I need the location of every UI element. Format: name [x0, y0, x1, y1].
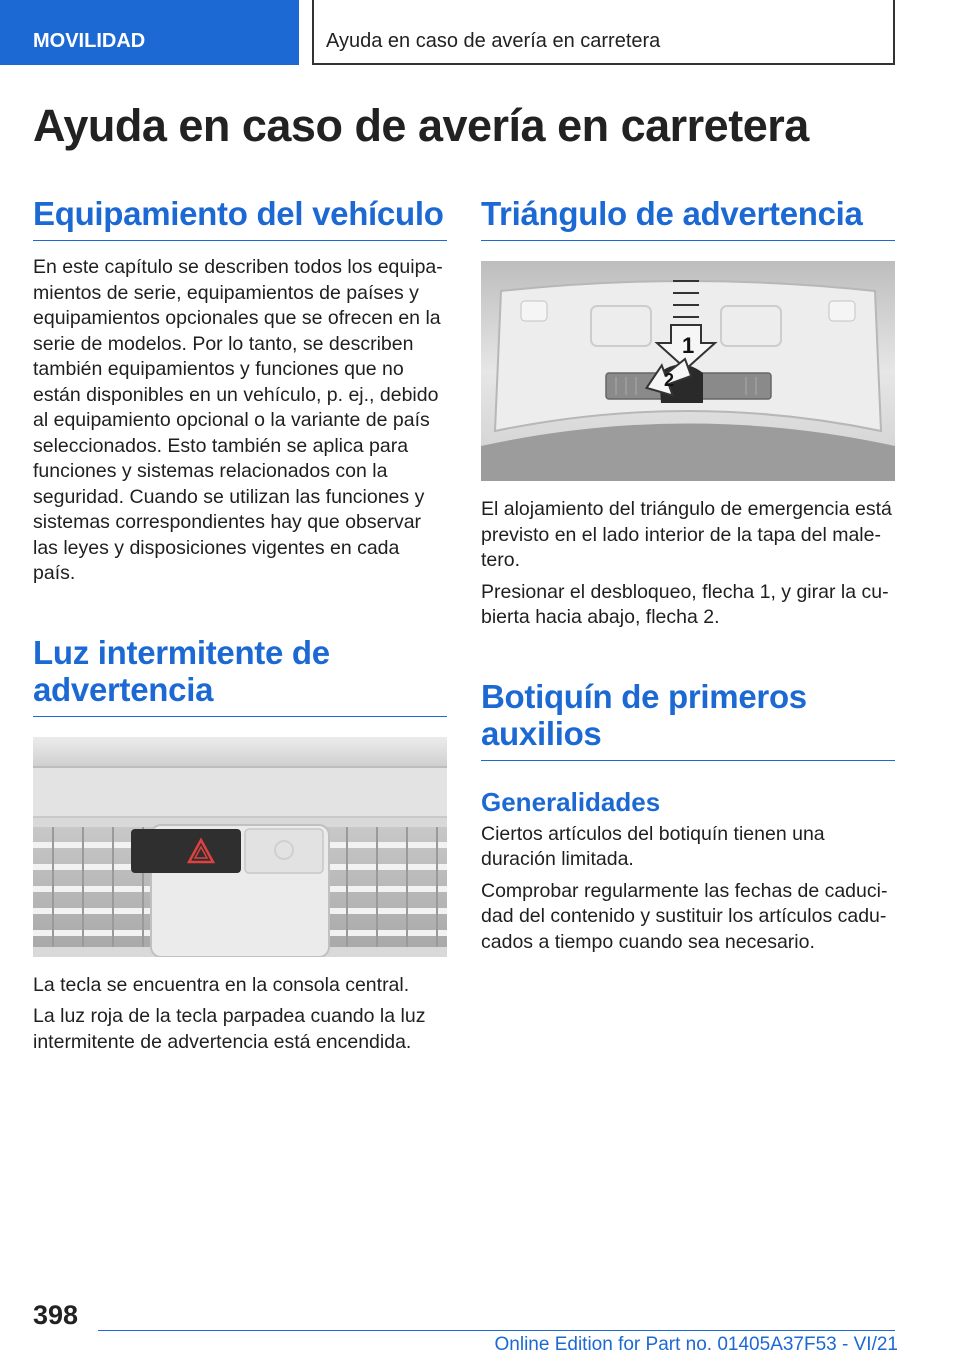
arrow-label-2: 2 — [664, 370, 675, 390]
triangle-paragraph-2: Presionar el desbloqueo, flecha 1, y girar la cubierta hacia abajo, flecha 2. — [481, 580, 889, 628]
hazard-paragraph-2: La luz roja de la tecla parpadea cuando la luz intermitente de advertencia está encendida. — [33, 1005, 426, 1053]
first-aid-paragraph-2: Comprobar regularmente las fechas de caducidad del contenido y sustituir los artículos caducados a tiempo cuando sea necesario. — [481, 879, 888, 953]
footer-edition: Online Edition for Part no. 01405A37F53 - VI/21 — [494, 1334, 898, 1355]
hazard-paragraph-1: La tecla se encuentra en la consola central. — [33, 973, 410, 996]
arrow-label-1: 1 — [682, 333, 695, 358]
triangle-paragraph-1: El alojamiento del triángulo de emergencia está previsto en el lado interior de la tapa del maletero. — [481, 498, 892, 571]
warning-triangle-compartment-figure — [481, 261, 895, 481]
chapter-tab: Ayuda en caso de avería en carretera — [312, 0, 895, 65]
page-title: Ayuda en caso de avería en carretera — [33, 100, 809, 151]
left-column — [33, 190, 447, 1061]
section-heading-warning-triangle: Triángulo de advertencia — [481, 190, 895, 241]
hazard-warning-button-figure — [33, 737, 447, 957]
footer-divider — [98, 1330, 895, 1331]
first-aid-paragraph-1: Ciertos artículos del botiquín tienen una duración limitada. — [481, 822, 825, 870]
section-tab: MOVILIDAD — [0, 0, 299, 65]
section-heading-equipment: Equipamiento del vehículo — [33, 190, 447, 241]
section-heading-hazard-lights: Luz intermitente de advertencia — [33, 629, 447, 717]
equipment-paragraph: En este capítulo se describen todos los equipamientos de serie, equipamientos de países y equipamientos opcionales que se ofrecen en la serie de modelos. Por lo tanto, se describen también equipamientos y funciones que no están disponibles en un vehículo, p. ej., debido al equipamiento opcional o la variante de país seleccionados. Esto también se aplica para funciones y sistemas relacionados con la seguridad. Cuando se utilizan las funciones y sistemas correspondientes hay que observar las leyes y disposiciones vigentes en cada país. — [33, 256, 443, 584]
section-heading-first-aid: Botiquín de primeros auxilios — [481, 673, 895, 761]
page-number: 398 — [33, 1300, 79, 1330]
subheading-general: Generalidades — [481, 786, 661, 817]
right-column — [481, 190, 895, 961]
